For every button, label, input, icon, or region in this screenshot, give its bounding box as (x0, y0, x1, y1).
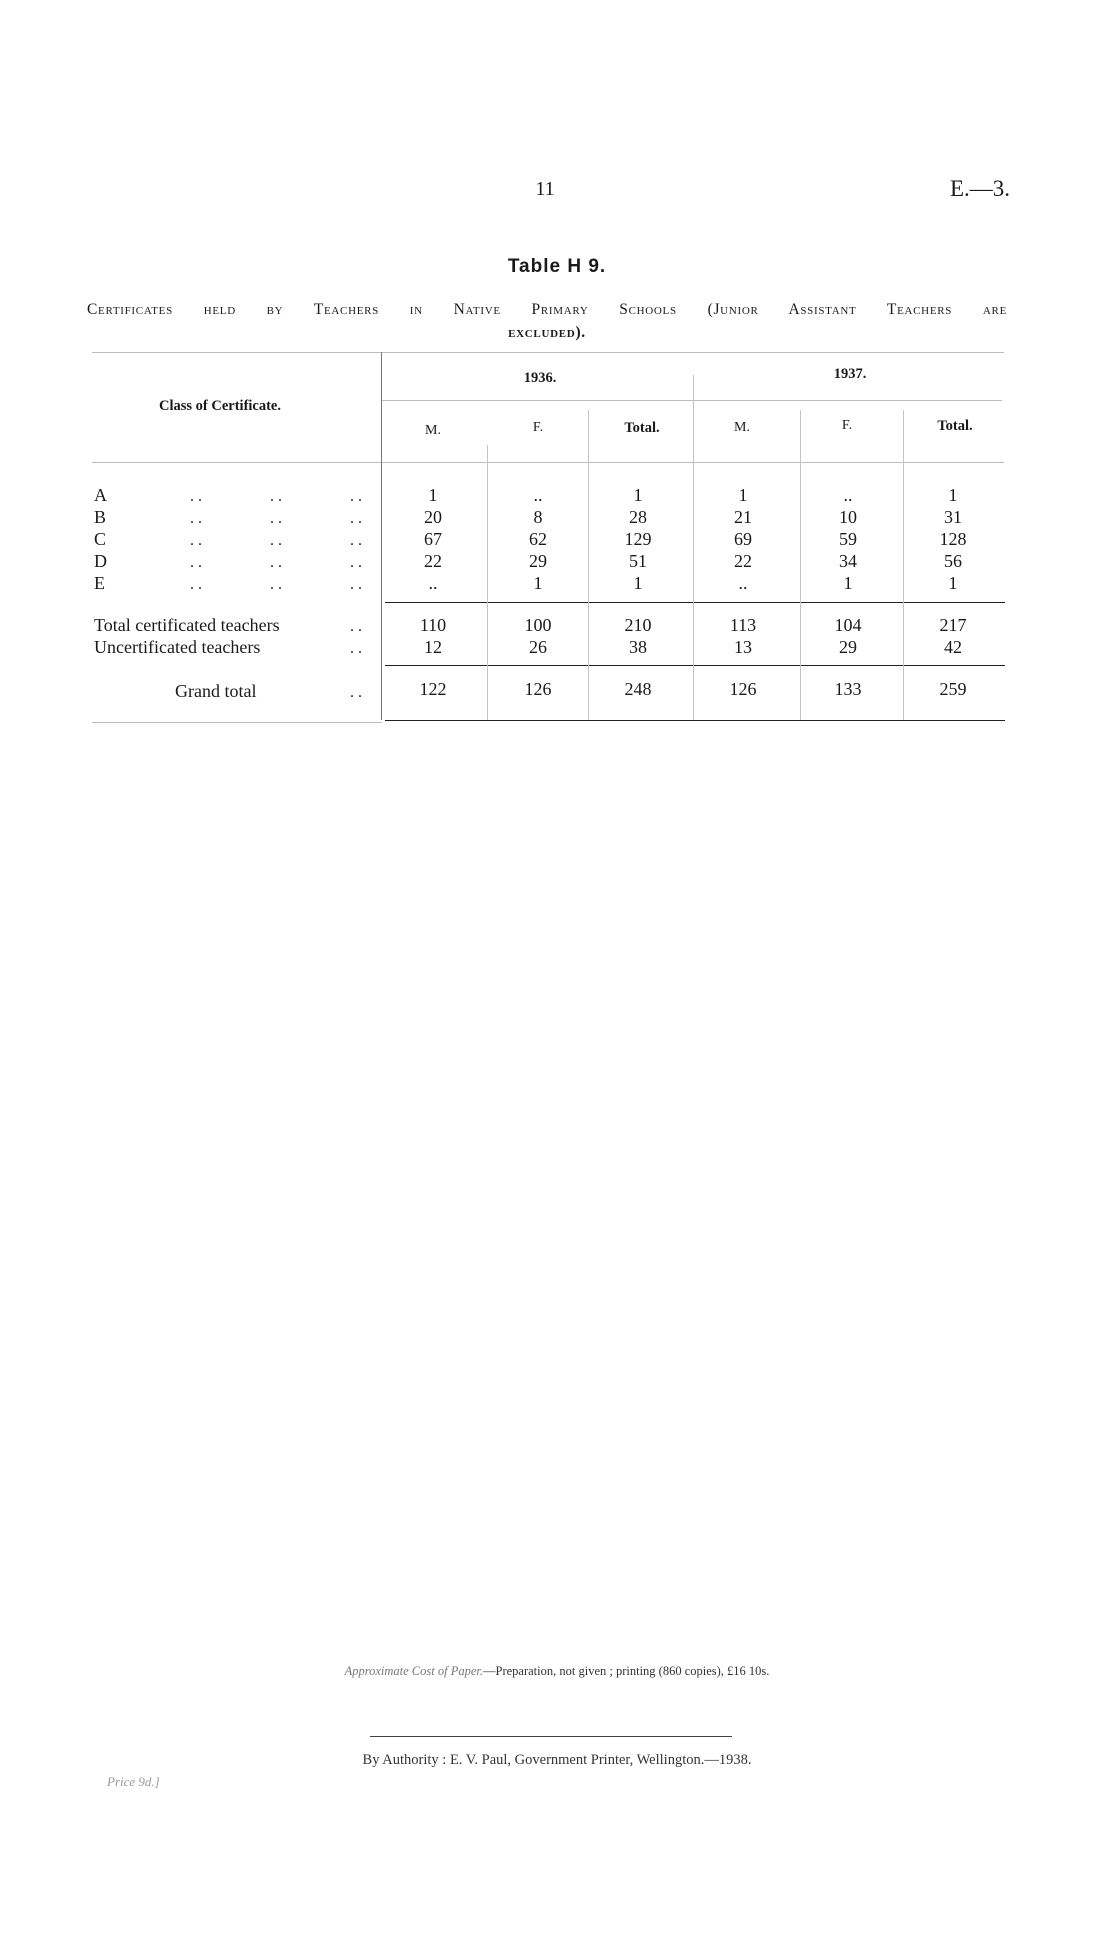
column-rule (487, 445, 488, 720)
table-caption (87, 298, 1007, 344)
table-cell: 31 (944, 507, 962, 527)
subheader-m-1936: M. (425, 423, 441, 438)
table-cell: 26 (529, 637, 547, 657)
dot-leader: .. (190, 510, 206, 527)
table-cell: 69 (734, 529, 752, 549)
table-cell: 21 (734, 507, 752, 527)
table-cell: 8 (533, 507, 543, 527)
dot-leader: .. (350, 488, 366, 505)
dot-leader: .. (350, 576, 366, 593)
table-title: Table H 9. (507, 256, 607, 277)
year-rule (382, 400, 1002, 401)
cost-footnote (0, 1664, 1114, 1679)
dot-leader: .. (270, 554, 286, 571)
table-cell: 56 (944, 551, 962, 571)
column-rule (903, 410, 904, 720)
dot-leader: .. (190, 532, 206, 549)
table-cell: 13 (734, 637, 752, 657)
table-cell: 10 (839, 507, 857, 527)
table-cell: .. (533, 485, 543, 505)
footer-rule (370, 1736, 732, 1737)
subheader-total-1936: Total. (624, 420, 660, 436)
table-cell: 1 (948, 573, 958, 593)
subheader-f-1937: F. (841, 418, 853, 433)
page-number: 11 (535, 178, 555, 200)
table-cell: 22 (424, 551, 442, 571)
row-label-a: A (94, 485, 107, 505)
table-cell: 1 (738, 485, 748, 505)
table-cell: 1 (633, 485, 643, 505)
table-cell: .. (843, 485, 853, 505)
dot-leader: .. (270, 488, 286, 505)
grand-total-label: Grand total (175, 681, 257, 701)
table-cell: 62 (529, 529, 547, 549)
subheader-m-1937: M. (734, 420, 750, 435)
table-bottom-rule (385, 720, 1005, 721)
dot-leader: .. (190, 488, 206, 505)
table-cell: 28 (629, 507, 647, 527)
dot-leader: .. (350, 640, 366, 657)
table-top-rule (92, 352, 1004, 353)
table-cell: .. (428, 573, 438, 593)
column-rule (800, 410, 801, 720)
document-code: E.—3. (949, 176, 1010, 201)
total-certificated-label: Total certificated teachers (94, 615, 280, 635)
dot-leader: .. (350, 510, 366, 527)
dot-leader: .. (270, 510, 286, 527)
class-of-certificate-header: Class of Certificate. (159, 398, 281, 414)
table-cell: 217 (939, 615, 967, 635)
cost-footnote-text: —Preparation, not given ; printing (860 copies), £16 10s. (483, 1664, 770, 1678)
table-cell: 110 (419, 615, 447, 635)
table-cell: 100 (524, 615, 552, 635)
table-cell: 22 (734, 551, 752, 571)
table-cell: 1 (843, 573, 853, 593)
dot-leader: .. (350, 554, 366, 571)
table-cell: 128 (939, 529, 967, 549)
dot-leader: .. (350, 684, 366, 701)
row-label-e: E (94, 573, 105, 593)
subtotal-rule (385, 602, 1005, 603)
price-note: Price 9d.] (107, 1774, 160, 1789)
table-cell: 12 (424, 637, 442, 657)
table-cell: 248 (624, 679, 652, 699)
row-label-d: D (94, 551, 107, 571)
table-cell: 42 (944, 637, 962, 657)
year-1937-header: 1937. (833, 366, 867, 382)
row-label-c: C (94, 529, 107, 549)
table-cell: 259 (939, 679, 967, 699)
dot-leader: .. (190, 576, 206, 593)
year-1936-header: 1936. (523, 370, 557, 386)
column-rule (588, 410, 589, 720)
table-bottom-rule-left (92, 722, 382, 723)
subheader-total-1937: Total. (937, 418, 973, 434)
table-cell: 34 (839, 551, 857, 571)
table-cell: 29 (839, 637, 857, 657)
dot-leader: .. (270, 532, 286, 549)
dot-leader: .. (270, 576, 286, 593)
table-cell: 133 (834, 679, 862, 699)
table-cell: 104 (834, 615, 862, 635)
table-cell: 126 (524, 679, 552, 699)
table-cell: 113 (729, 615, 757, 635)
header-bottom-rule (92, 462, 1004, 463)
table-cell: 38 (629, 637, 647, 657)
dot-leader: .. (350, 618, 366, 635)
grand-total-rule (385, 665, 1005, 666)
table-cell: 210 (624, 615, 652, 635)
table-cell: 59 (839, 529, 857, 549)
column-rule (693, 375, 694, 720)
column-rule (381, 352, 382, 720)
printer-authority: By Authority : E. V. Paul, Government Printer, Wellington.—1938. (362, 1752, 752, 1768)
row-label-b: B (94, 507, 107, 527)
table-cell: 1 (948, 485, 958, 505)
table-cell: 29 (529, 551, 547, 571)
table-cell: 122 (419, 679, 447, 699)
table-cell: 129 (624, 529, 652, 549)
table-cell: 1 (533, 573, 543, 593)
uncertificated-label: Uncertificated teachers (94, 637, 261, 657)
table-cell: 51 (629, 551, 647, 571)
table-cell: 126 (729, 679, 757, 699)
table-cell: 20 (424, 507, 442, 527)
cost-footnote-label: Approximate Cost of Paper. (344, 1664, 483, 1678)
table-cell: .. (738, 573, 748, 593)
caption-line-1: Certificates held by Teachers in Native Primary Schools (Junior Assistant Teachers are (87, 301, 1007, 318)
table-cell: 1 (428, 485, 438, 505)
table-cell: 1 (633, 573, 643, 593)
dot-leader: .. (190, 554, 206, 571)
table-cell: 67 (424, 529, 442, 549)
caption-line-2: excluded). (508, 324, 586, 341)
dot-leader: .. (350, 532, 366, 549)
subheader-f-1936: F. (532, 420, 544, 435)
